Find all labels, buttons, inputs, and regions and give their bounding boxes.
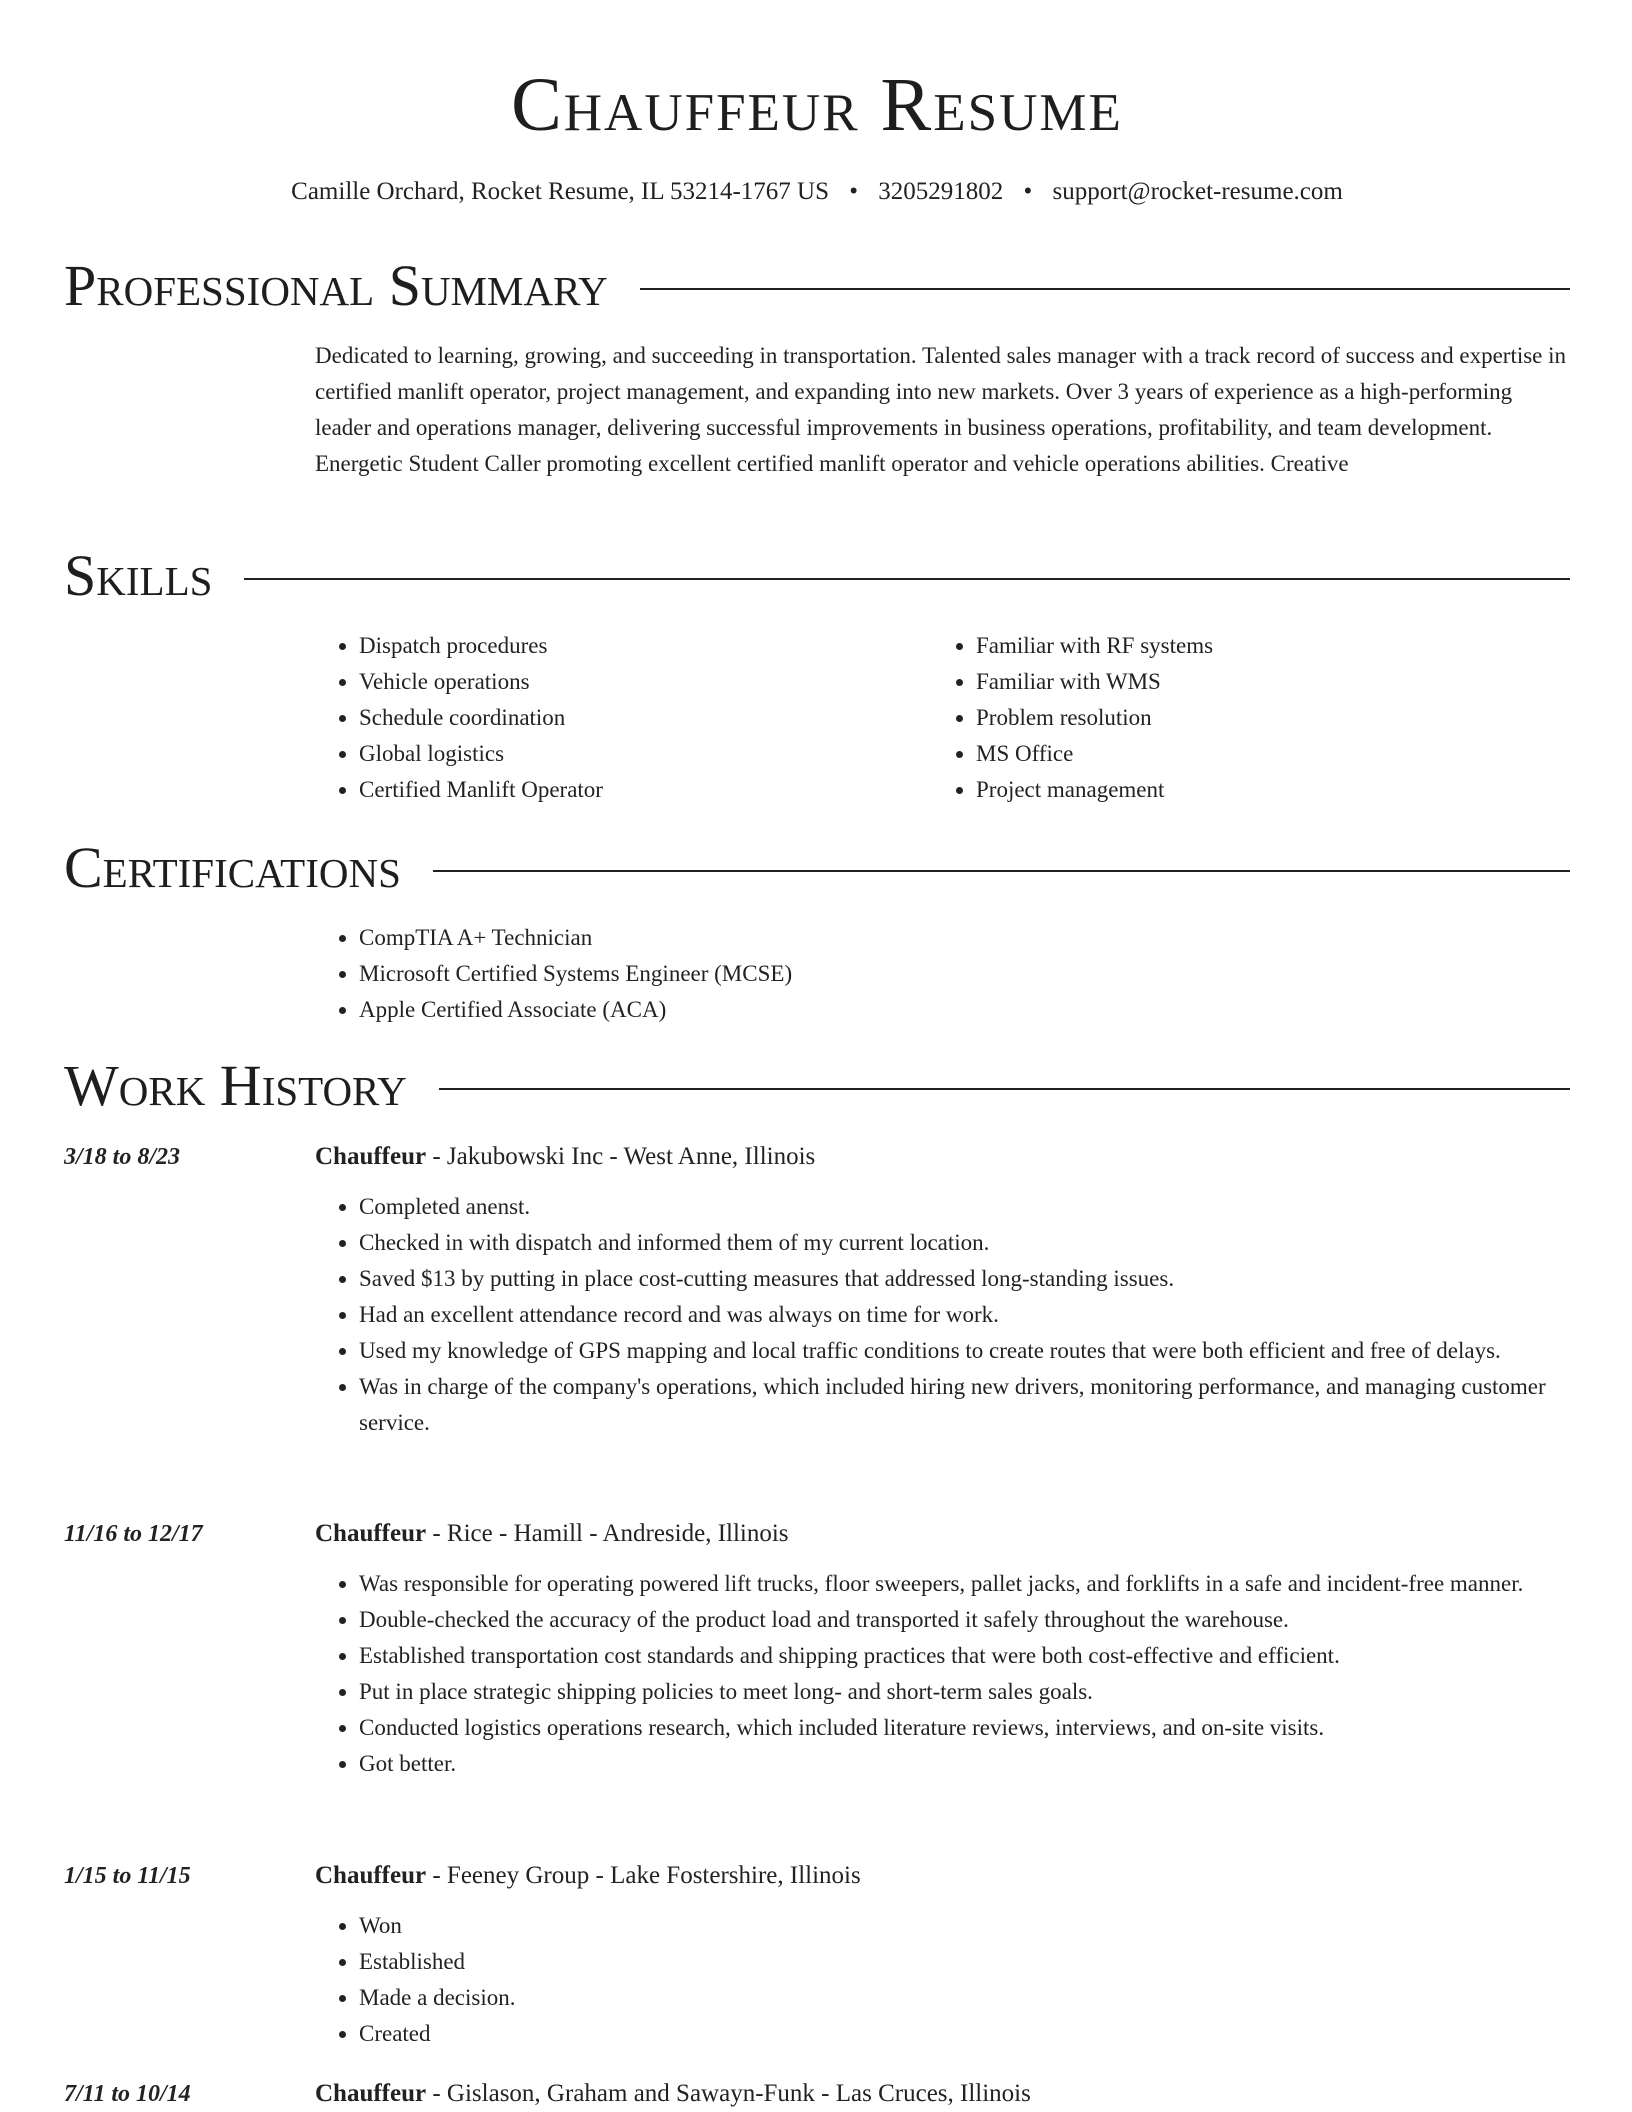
duty-item: • Was responsible for operating powered lift trucks, floor sweepers, pallet jacks, and forklifts in a safe and incident-free manner. (359, 1566, 1570, 1602)
skills-list (315, 628, 1570, 808)
section-divider (439, 1088, 1570, 1090)
skill-item: • Schedule coordination (359, 700, 932, 736)
duty-item: • Created (359, 2016, 1570, 2052)
duty-item: • Had an excellent attendance record and was always on time for work. (359, 1297, 1570, 1333)
skill-item: • Problem resolution (976, 700, 1549, 736)
duty-item: • Completed anenst. (359, 1189, 1570, 1225)
skills-column-left (315, 628, 932, 808)
duty-item: • Won (359, 1908, 1570, 1944)
section-header-work-history (64, 1054, 1570, 1118)
job-role: Chauffeur (315, 1520, 427, 1547)
job-employer: - Feeney Group - Lake Fostershire, Illinois (426, 1862, 861, 1889)
duty-item: • Was in charge of the company's operations, which included hiring new drivers, monitoring performance, and managing customer service. (359, 1369, 1570, 1441)
section-title-certifications: Certifications (64, 835, 401, 900)
section-header-summary (64, 254, 1570, 318)
duty-item: • Got better. (359, 1746, 1570, 1782)
contact-email: support@rocket-resume.com (1052, 178, 1343, 205)
job-heading (315, 1139, 1570, 1175)
job-duties (315, 1189, 1570, 1441)
job-duties (315, 1566, 1570, 1782)
skill-item: • Familiar with WMS (976, 664, 1549, 700)
duty-item: • Saved $13 by putting in place cost-cutting measures that addressed long-standing issues. (359, 1261, 1570, 1297)
job-role: Chauffeur (315, 2080, 427, 2107)
skill-item: • Vehicle operations (359, 664, 932, 700)
job-employer: - Rice - Hamill - Andreside, Illinois (426, 1520, 789, 1547)
summary-text: Dedicated to learning, growing, and succeeding in transportation. Talented sales manager with a track record of success and expertise in certified manlift operator, project management, and expanding into new markets. Over 3 years of experience as a high-performing leader and operations manager, delivering successful improvements in business operations, profitability, and team development. Energetic Student Caller promoting excellent certified manlift operator and vehicle operations abilities. Creative (315, 343, 1567, 476)
duty-item: • Double-checked the accuracy of the product load and transported it safely throughout the warehouse. (359, 1602, 1570, 1638)
section-title-skills: Skills (64, 543, 213, 608)
job-heading (315, 1516, 1570, 1552)
skill-item: • Global logistics (359, 736, 932, 772)
job-role: Chauffeur (315, 1143, 427, 1170)
duty-item: • Checked in with dispatch and informed them of my current location. (359, 1225, 1570, 1261)
job-heading (315, 2076, 1570, 2112)
section-divider (640, 288, 1570, 290)
section-divider (244, 578, 1570, 580)
section-title-summary: Professional Summary (64, 253, 608, 318)
certifications-list (315, 920, 1570, 1028)
resume-title: Chauffeur Resume (511, 63, 1123, 147)
contact-line (64, 174, 1570, 210)
duty-item: • Conducted logistics operations research, which included literature reviews, interviews, and on-site visits. (359, 1710, 1570, 1746)
skill-item: • MS Office (976, 736, 1549, 772)
contact-address: Camille Orchard, Rocket Resume, IL 53214-1767 US (291, 178, 830, 205)
skill-item: • Certified Manlift Operator (359, 772, 932, 808)
certification-item: • Apple Certified Associate (ACA) (359, 992, 1570, 1028)
duty-item: • Put in place strategic shipping policies to meet long- and short-term sales goals. (359, 1674, 1570, 1710)
section-header-certifications (64, 836, 1570, 900)
duty-item: • Made a decision. (359, 1980, 1570, 2016)
job-dates: 11/16 to 12/17 (64, 1521, 203, 1547)
job-employer: - Jakubowski Inc - West Anne, Illinois (426, 1143, 816, 1170)
duty-item: • Used my knowledge of GPS mapping and local traffic conditions to create routes that were both efficient and free of delays. (359, 1333, 1570, 1369)
bullet-separator: • (1023, 178, 1033, 205)
duty-item: • Established transportation cost standards and shipping practices that were both cost-effective and efficient. (359, 1638, 1570, 1674)
contact-phone: 3205291802 (878, 178, 1004, 205)
skill-item: • Dispatch procedures (359, 628, 932, 664)
job-dates: 3/18 to 8/23 (64, 1144, 181, 1170)
job-employer: - Gislason, Graham and Sawayn-Funk - Las Cruces, Illinois (426, 2080, 1031, 2107)
section-header-skills (64, 544, 1570, 608)
skill-item: • Project management (976, 772, 1549, 808)
section-title-work-history: Work History (64, 1053, 407, 1118)
bullet-separator: • (849, 178, 859, 205)
duty-item: • Established (359, 1944, 1570, 1980)
certification-item: • Microsoft Certified Systems Engineer (MCSE) (359, 956, 1570, 992)
job-duties (315, 1908, 1570, 2052)
job-dates: 1/15 to 11/15 (64, 1863, 191, 1889)
skill-item: • Familiar with RF systems (976, 628, 1549, 664)
job-role: Chauffeur (315, 1862, 427, 1889)
certification-item: • CompTIA A+ Technician (359, 920, 1570, 956)
job-heading (315, 1858, 1570, 1894)
skills-column-right (932, 628, 1549, 808)
section-divider (433, 870, 1570, 872)
job-dates: 7/11 to 10/14 (64, 2081, 191, 2107)
